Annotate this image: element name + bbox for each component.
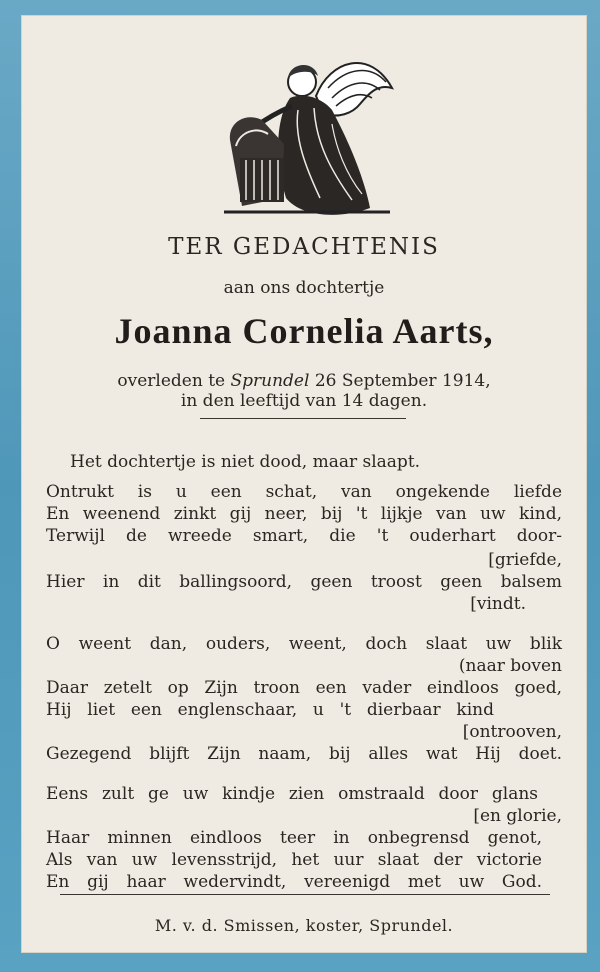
died-prefix: overleden te <box>117 371 226 391</box>
poem-line: Het dochtertje is niet dood, maar slaapt. <box>70 452 421 472</box>
poem-line: En gij haar wedervindt, vereenigd met uw God. <box>46 872 542 892</box>
poem-line-continuation: [ontrooven, <box>462 722 562 742</box>
death-place-date-line <box>22 371 586 391</box>
poem-line: Hier in dit ballingsoord, geen troost geen balsem <box>46 572 562 592</box>
died-place: Sprundel <box>230 371 310 391</box>
poem-line: O weent dan, ouders, weent, doch slaat uw blik <box>46 634 562 654</box>
poem-line-continuation: (naar boven <box>458 656 562 676</box>
poem-line: Gezegend blijft Zijn naam, bij alles wat Hij doet. <box>46 744 562 764</box>
poem-line: Terwijl de wreede smart, die 't ouderhart door- <box>46 526 562 546</box>
card-title: TER GEDACHTENIS <box>168 234 440 260</box>
death-details <box>22 371 586 411</box>
poem-line: Als van uw levensstrijd, het uur slaat der victorie <box>46 850 542 870</box>
poem-line: Ontrukt is u een schat, van ongekende liefde <box>46 482 562 502</box>
poem-line-continuation: [en glorie, <box>473 806 562 826</box>
poem-line: Eens zult ge uw kindje zien omstraald door glans <box>46 784 538 804</box>
age-line: in den leeftijd van 14 dagen. <box>180 391 428 411</box>
poem-line: Daar zetelt op Zijn troon een vader eindloos goed, <box>46 678 562 698</box>
printer-credit: M. v. d. Smissen, koster, Sprundel. <box>154 916 454 935</box>
poem-line-continuation: [vindt. <box>470 594 526 614</box>
card-subtitle: aan ons dochtertje <box>223 278 385 298</box>
poem-line: Haar minnen eindloos teer in onbegrensd genot, <box>46 828 542 848</box>
divider-top <box>200 418 406 419</box>
memorial-card <box>22 16 586 952</box>
divider-bottom <box>60 894 550 895</box>
died-date: 26 September 1914, <box>314 371 491 391</box>
poem-line: Hij liet een englenschaar, u 't dierbaar kind <box>46 700 494 720</box>
angel-with-cradle-icon <box>220 48 396 228</box>
poem-line-continuation: [griefde, <box>488 550 562 570</box>
deceased-name: Joanna Cornelia Aarts, <box>114 311 494 351</box>
poem-line: En weenend zinkt gij neer, bij 't lijkje van uw kind, <box>46 504 562 524</box>
